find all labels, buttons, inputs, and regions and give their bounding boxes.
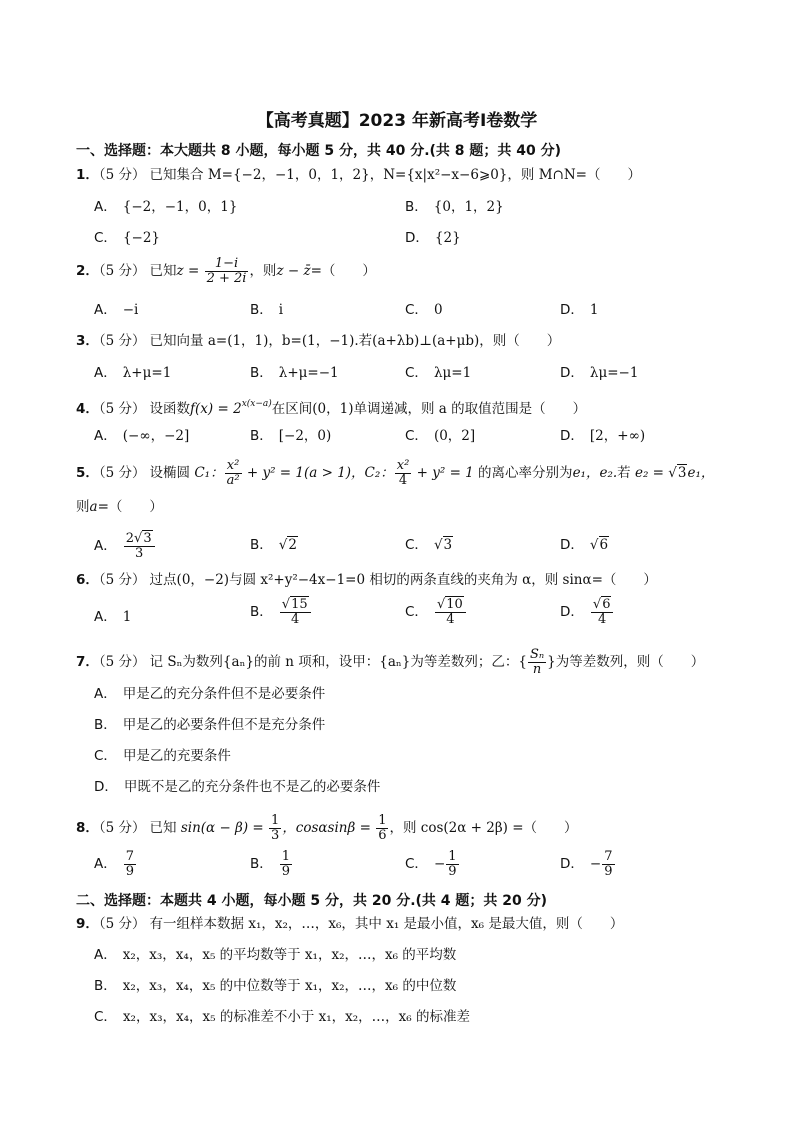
option-b: B． √2 — [250, 537, 297, 553]
option-c: C． x₂，x₃，x₄，x₅ 的标准差不小于 x₁，x₂，…，x₆ 的标准差 — [94, 1009, 470, 1025]
option-d: D． λμ=−1 — [560, 365, 639, 381]
question-number: 1． — [76, 167, 99, 183]
question-2: 2．（5 分） 已知z = $\frac{1-i}{2 + 2i}$ ，则z − z̄=（ ） — [76, 256, 376, 286]
option-b: B． x₂，x₃，x₄，x₅ 的中位数等于 x₁，x₂，…，x₆ 的中位数 — [94, 978, 457, 994]
option-a: A． $\frac{7}{9}$ — [94, 849, 135, 879]
option-d: D． {2} — [405, 230, 461, 246]
option-c: C． 甲是乙的充要条件 — [94, 748, 231, 764]
option-c: C． $\frac{√10}{4}$ — [405, 598, 467, 627]
option-b: B． 甲是乙的必要条件但不是充分条件 — [94, 717, 326, 733]
option-c: C． {−2} — [94, 230, 161, 246]
question-points: （5 分） — [98, 167, 146, 183]
option-b: B． [−2，0) — [250, 428, 332, 444]
question-1 — [76, 165, 641, 185]
option-c: C． 0 — [405, 302, 443, 318]
question-9: 9．（5 分） 有一组样本数据 x₁，x₂，…，x₆，其中 x₁ 是最小值，x₆ 是最大值，则（ ） — [76, 916, 624, 932]
option-d: D． 1 — [560, 302, 599, 318]
option-a: A． {−2，−1，0，1} — [94, 199, 238, 215]
option-b: B． $\frac{1}{9}$ — [250, 849, 291, 879]
option-d: D． √6 — [560, 537, 609, 553]
fraction: $\frac{1-i}{2 + 2i}$ — [206, 256, 247, 286]
question-5-line-2: 则a=（ ） — [76, 499, 163, 515]
option-b: B． {0，1，2} — [405, 199, 504, 215]
question-5: 5．（5 分） 设椭圆 C₁： $\frac{\text{x²}}{\text{a²}}$ + y² = 1(a > 1)，C₂： $\frac{\text{x²}}{4}$ + y² = 1 的离心率分别为e₁，e₂.若 e₂ = √3e₁， — [76, 458, 715, 488]
question-4: 4．（5 分） 设函数$f(x) = 2^{x(x-a)}$在区间(0，1)单调递减，则 a 的取值范围是（ ） — [76, 399, 587, 417]
option-d: D． [2，+∞) — [560, 428, 646, 444]
option-b: B． $\frac{√15}{4}$ — [250, 598, 312, 627]
section-heading-2: 二、选择题：本题共 4 小题，每小题 5 分，共 20 分.(共 4 题；共 20 分) — [76, 893, 548, 909]
question-6: 6．（5 分） 过点(0，−2)与圆 x²+y²−4x−1=0 相切的两条直线的夹角为 α，则 sinα=（ ） — [76, 572, 657, 588]
question-8: 8．（5 分） 已知 sin(α − β) = $\frac{1}{3}$ ，cosαsinβ = $\frac{1}{6}$ ，则 cos(2α + 2β) =（ ） — [76, 813, 578, 843]
section-heading-1: 一、选择题：本大题共 8 小题，每小题 5 分，共 40 分.(共 8 题；共 40 分) — [76, 143, 562, 159]
question-7: 7．（5 分） 记 Sₙ为数列{aₙ}的前 n 项和，设甲：{aₙ}为等差数列；乙：{ $\frac{\text{Sₙ}}{n}$ }为等差数列，则（ ） — [76, 647, 705, 677]
option-a: A． x₂，x₃，x₄，x₅ 的平均数等于 x₁，x₂，…，x₆ 的平均数 — [94, 947, 457, 963]
option-c: C． (0，2] — [405, 428, 476, 444]
option-c: C． √3 — [405, 537, 453, 553]
page-title: 【高考真题】2023 年新高考Ⅰ卷数学 — [256, 111, 538, 131]
option-a: A． λ+μ=1 — [94, 365, 172, 381]
option-a: A． 甲是乙的充分条件但不是必要条件 — [94, 686, 326, 702]
option-c: C． − $\frac{1}{9}$ — [405, 849, 457, 879]
option-c: C． λμ=1 — [405, 365, 472, 381]
option-a: A． $\frac{2√3}{3}$ — [94, 532, 156, 561]
option-a: A． (−∞，−2] — [94, 428, 190, 444]
option-b: B． i — [250, 302, 284, 318]
option-d: D． − $\frac{7}{9}$ — [560, 849, 613, 879]
question-3: 3．（5 分） 已知向量 a=(1，1)，b=(1，−1).若(a+λb)⊥(a+μb)，则（ ） — [76, 333, 561, 349]
option-b: B． λ+μ=−1 — [250, 365, 339, 381]
option-a: A． 1 — [94, 609, 132, 625]
option-d: D． $\frac{√6}{4}$ — [560, 598, 614, 627]
option-d: D． 甲既不是乙的充分条件也不是乙的必要条件 — [94, 779, 381, 795]
option-a: A． −i — [94, 302, 139, 318]
question-text: 已知集合 M={−2，−1，0，1，2}，N={x|x²−x−6⩾0}，则 M∩N=（ ） — [149, 167, 641, 183]
